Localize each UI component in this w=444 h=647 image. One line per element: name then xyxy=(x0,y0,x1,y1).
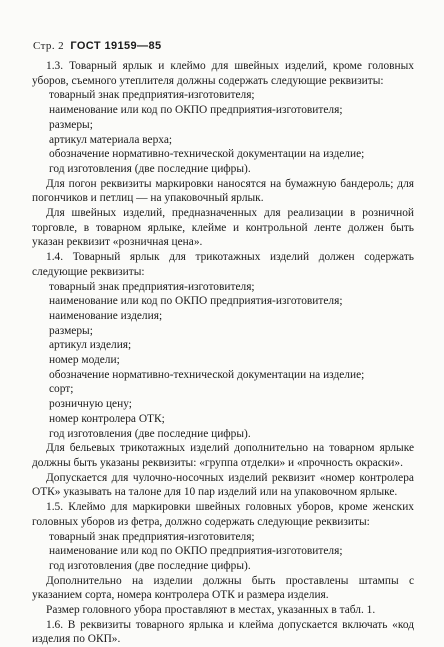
section-1-4-item: товарный знак предприятия-изготовителя; xyxy=(49,280,255,293)
section-1-5-intro: 1.5. Клеймо для маркировки швейных головных уборов, кроме женских головных уборов из фетра, должно содержать следующие реквизиты: xyxy=(32,501,414,528)
section-1-4-item: размеры; xyxy=(49,324,93,337)
standard-number: ГОСТ 19159—85 xyxy=(70,40,162,52)
section-1-4-item: год изготовления (две последние цифры). xyxy=(49,427,251,440)
section-1-4-item: обозначение нормативно-технической документации на изделие; xyxy=(49,368,365,381)
section-1-4-item: сорт; xyxy=(49,383,74,396)
section-1-3-item: артикул материала верха; xyxy=(49,133,173,146)
section-1-5-item: год изготовления (две последние цифры). xyxy=(49,559,251,572)
page-header xyxy=(33,40,161,52)
section-1-4-paragraph: Допускается для чулочно-носочных изделий реквизит «номер контролера ОТК» указывать на талоне для 10 пар изделий или на упаковочном ярлыке. xyxy=(32,471,414,499)
section-1-4-item: наименование или код по ОКПО предприятия-изготовителя; xyxy=(49,295,343,308)
section-1-3-item: наименование или код по ОКПО предприятия-изготовителя; xyxy=(49,104,343,117)
section-1-5-paragraph: Дополнительно на изделии должны быть проставлены штампы с указанием сорта, номера контролера ОТК и размера изделия. xyxy=(32,574,414,602)
section-1-5-item: товарный знак предприятия-изготовителя; xyxy=(49,530,255,543)
section-1-3-item: размеры; xyxy=(49,118,93,131)
section-1-4-item: розничную цену; xyxy=(49,398,132,411)
section-1-5-item: наименование или код по ОКПО предприятия-изготовителя; xyxy=(49,545,343,558)
section-1-4-item: номер контролера ОТК; xyxy=(49,412,165,425)
section-1-3-item: обозначение нормативно-технической документации на изделие; xyxy=(49,148,365,161)
section-1-5-paragraph: Размер головного убора проставляют в местах, указанных в табл. 1. xyxy=(46,604,376,617)
section-1-4-item: номер модели; xyxy=(49,354,120,367)
section-1-4-paragraph: Для бельевых трикотажных изделий дополнительно на товарном ярлыке должны быть указаны реквизиты: «группа отделки» и «прочность окраски». xyxy=(32,442,414,469)
section-1-4-item: артикул изделия; xyxy=(49,339,132,352)
section-1-4-item: наименование изделия; xyxy=(49,309,163,322)
section-1-3-paragraph: Для погон реквизиты маркировки наносятся на бумажную бандероль; для погончиков и петлиц — на упаковочный ярлык. xyxy=(32,177,414,205)
section-1-3-item: товарный знак предприятия-изготовителя; xyxy=(49,89,255,102)
section-1-3-item: год изготовления (две последние цифры). xyxy=(49,162,251,175)
section-1-3-paragraph: Для швейных изделий, предназначенных для реализации в розничной торговле, в товарном ярлыке, клейме и контрольной ленте должен быть указан реквизит «розничная цена». xyxy=(32,207,414,249)
section-1-4-intro: 1.4. Товарный ярлык для трикотажных изделий должен содержать следующие реквизиты: xyxy=(32,251,414,278)
page-number: Стр. 2 xyxy=(33,40,65,52)
document-body xyxy=(32,59,414,647)
section-1-6-intro: 1.6. В реквизиты товарного ярлыка и клейма допускается включать «код изделия по ОКП». xyxy=(32,618,414,646)
section-1-3-intro: 1.3. Товарный ярлык и клеймо для швейных изделий, кроме головных уборов, съемного утеплителя должны содержать следующие реквизиты: xyxy=(32,60,414,87)
